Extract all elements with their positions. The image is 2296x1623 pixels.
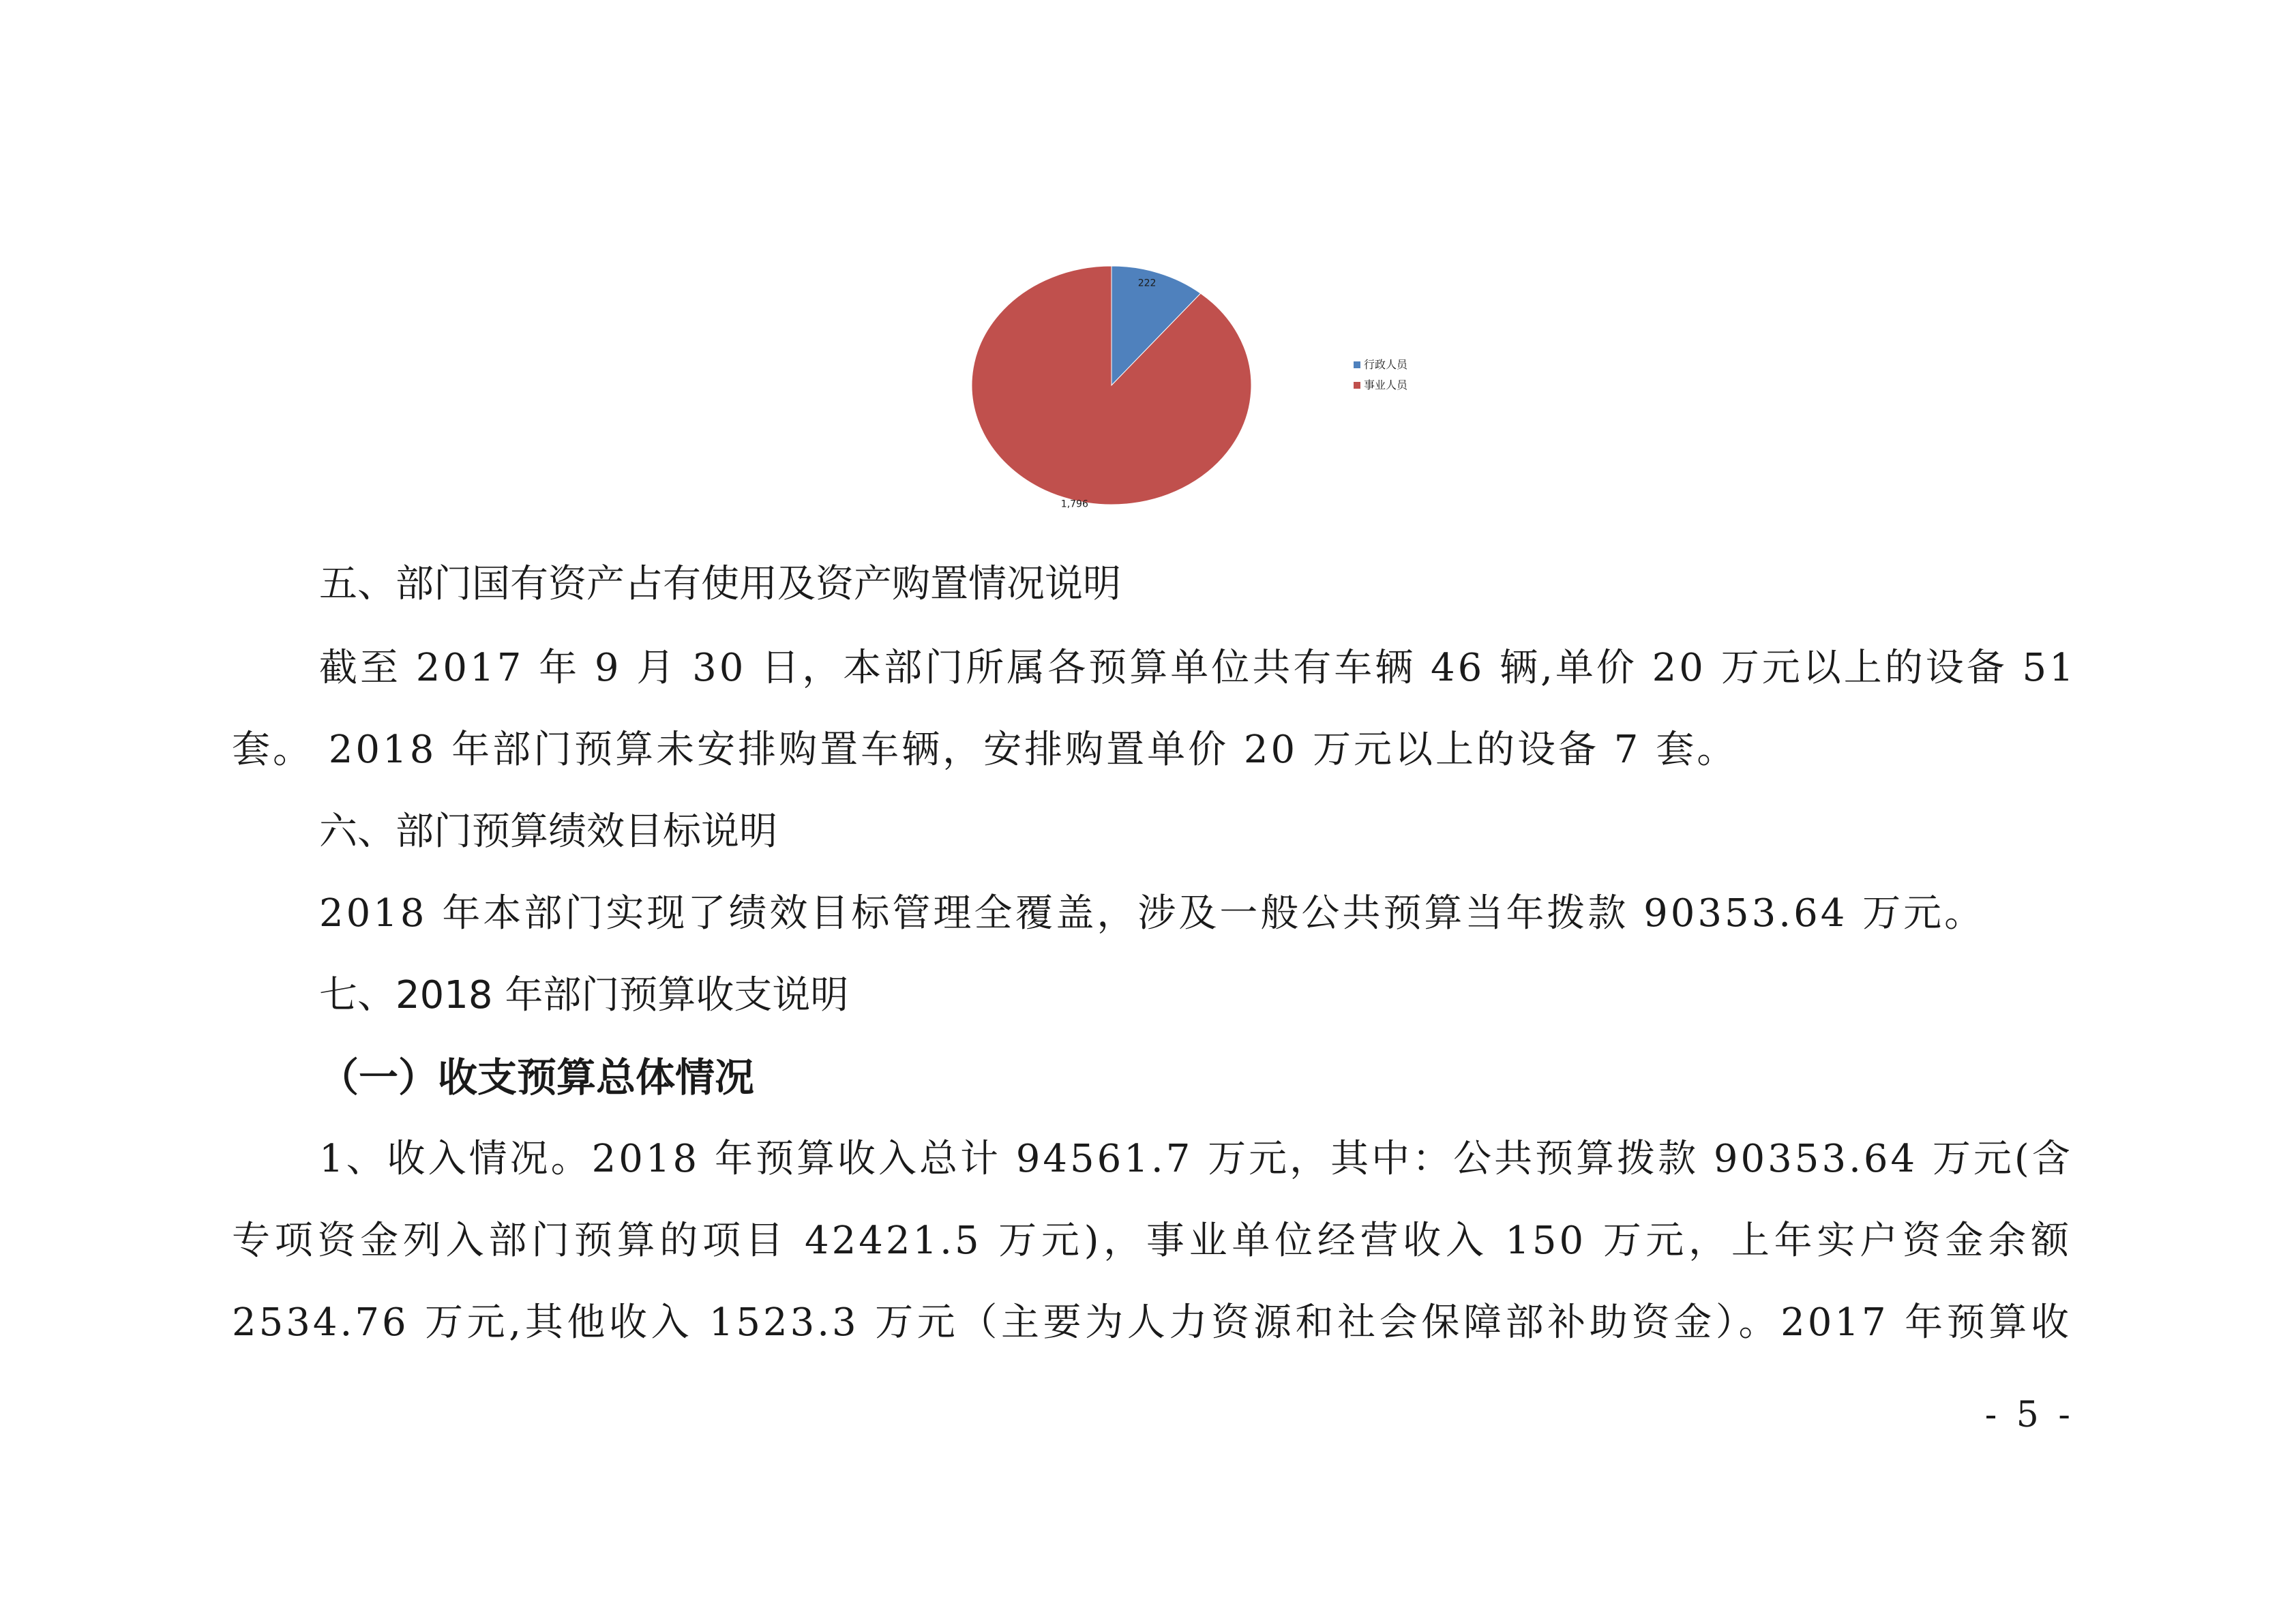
section-7-paragraph-line-1: 1、收入情况。2018 年预算收入总计 94561.7 万元，其中：公共预算拨款 90353.64 万元(含 bbox=[319, 1137, 2073, 1181]
section-7-paragraph-line-2: 专项资金列入部门预算的项目 42421.5 万元)，事业单位经营收入 150 万元，上年实户资金余额 bbox=[232, 1219, 2072, 1263]
chart-legend bbox=[1354, 358, 1408, 391]
page-number: - 5 - bbox=[1984, 1395, 2074, 1435]
section-7-heading: 七、2018 年部门预算收支说明 bbox=[319, 973, 849, 1017]
section-7-subheading: （一）收支预算总体情况 bbox=[319, 1054, 755, 1101]
pie-slices bbox=[972, 266, 1251, 505]
section-6-heading: 六、部门预算绩效目标说明 bbox=[319, 809, 777, 854]
section-5-heading: 五、部门国有资产占有使用及资产购置情况说明 bbox=[319, 562, 1121, 606]
section-7-paragraph-line-3: 2534.76 万元,其他收入 1523.3 万元（主要为人力资源和社会保障部补助资金）。2017 年预算收 bbox=[232, 1300, 2072, 1345]
legend-swatch-2 bbox=[1354, 382, 1360, 389]
pie-slice-2 bbox=[972, 266, 1251, 505]
legend-swatch-1 bbox=[1354, 361, 1360, 368]
section-6-paragraph: 2018 年本部门实现了绩效目标管理全覆盖，涉及一般公共预算当年拨款 90353.64 万元。 bbox=[319, 891, 1986, 936]
section-5-paragraph-line-1: 截至 2017 年 9 月 30 日，本部门所属各预算单位共有车辆 46 辆,单价 20 万元以上的设备 51 bbox=[319, 646, 2076, 690]
pie-data-label-2: 1,796 bbox=[1060, 498, 1088, 510]
legend-label-2: 事业人员 bbox=[1364, 378, 1408, 391]
legend-label-1: 行政人员 bbox=[1364, 358, 1408, 371]
pie-data-label-1: 222 bbox=[1137, 278, 1157, 289]
section-5-paragraph-line-2: 套。 2018 年部门预算未安排购置车辆，安排购置单价 20 万元以上的设备 7 套。 bbox=[232, 728, 1738, 772]
staff-pie-chart bbox=[955, 252, 1500, 525]
